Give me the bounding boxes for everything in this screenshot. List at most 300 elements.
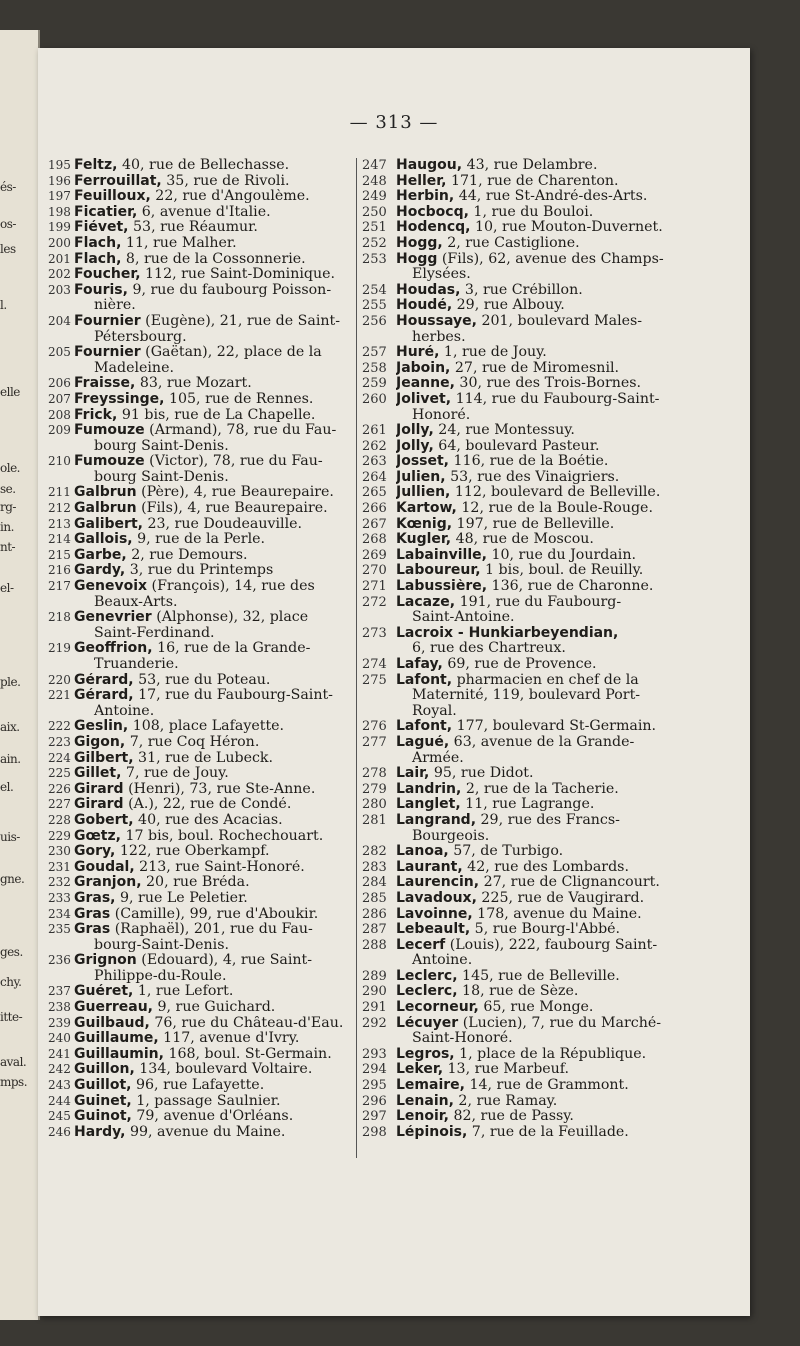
directory-entry xyxy=(362,517,714,533)
entry-text xyxy=(396,236,714,252)
entry-name: Feltz, xyxy=(74,158,118,173)
entry-number: 231 xyxy=(48,859,71,874)
margin-fragment: el. xyxy=(0,780,14,794)
directory-entry xyxy=(48,688,353,704)
entry-continuation: Philippe-du-Roule. xyxy=(94,967,227,984)
directory-entry xyxy=(48,1078,353,1094)
margin-fragment: el- xyxy=(0,581,14,595)
entry-address: 191, rue du Faubourg- xyxy=(455,594,622,610)
entry-text xyxy=(396,719,714,735)
entry-number: 263 xyxy=(362,454,387,470)
entry-continuation: Madeleine. xyxy=(94,359,174,376)
margin-fragment: os- xyxy=(0,217,16,231)
directory-entry xyxy=(362,205,714,221)
entry-number: 267 xyxy=(362,516,387,532)
entry-continuation: bourg Saint-Denis. xyxy=(94,468,229,485)
entry-number: 202 xyxy=(48,267,71,282)
entry-number: 295 xyxy=(362,1078,387,1094)
entry-text xyxy=(74,1125,353,1141)
directory-entry xyxy=(362,719,714,735)
entry-number: 258 xyxy=(362,360,387,376)
entry-number: 271 xyxy=(362,579,387,595)
directory-entry xyxy=(48,1125,353,1141)
directory-entry xyxy=(48,782,353,798)
entry-text xyxy=(74,548,353,564)
entry-name: Freyssinge, xyxy=(74,391,165,407)
directory-entry xyxy=(48,345,353,361)
margin-fragment: rg- xyxy=(0,500,16,514)
entry-text xyxy=(396,891,714,907)
entry-text xyxy=(396,595,714,611)
directory-entry xyxy=(48,719,353,735)
directory-entry xyxy=(362,174,714,190)
entry-text xyxy=(74,579,353,595)
directory-entry xyxy=(48,563,353,579)
margin-fragment: se. xyxy=(0,482,16,496)
left-column xyxy=(48,158,353,1140)
entry-number: 249 xyxy=(362,189,387,205)
entry-number: 261 xyxy=(362,423,387,439)
entry-text xyxy=(74,485,353,501)
entry-name: Lacroix - Hunkiarbeyendian, xyxy=(396,625,619,641)
directory-entry xyxy=(48,829,353,845)
entry-text xyxy=(74,860,353,876)
directory-entry xyxy=(362,548,714,564)
entry-text xyxy=(396,1000,714,1016)
entry-text xyxy=(396,532,714,548)
entry-address: 1, rue Lefort. xyxy=(133,984,234,1000)
directory-entry xyxy=(362,158,714,174)
entry-number: 286 xyxy=(362,906,387,922)
entry-text xyxy=(74,907,353,923)
entry-address: (Camille), 99, rue d'Aboukir. xyxy=(110,906,319,922)
directory-entry xyxy=(48,220,353,236)
margin-fragment: les xyxy=(0,242,16,256)
entry-number: 217 xyxy=(48,579,71,594)
directory-entry xyxy=(362,782,714,798)
directory-entry xyxy=(362,1109,714,1125)
entry-text xyxy=(74,922,353,938)
entry-text xyxy=(74,376,353,392)
directory-entry xyxy=(362,969,714,985)
entry-text xyxy=(396,174,714,190)
entry-address: (Henri), 73, rue Ste-Anne. xyxy=(123,781,316,797)
entry-text xyxy=(396,984,714,1000)
entry-name: Fouris, xyxy=(74,282,128,298)
entry-number: 195 xyxy=(48,158,71,172)
entry-number: 269 xyxy=(362,547,387,563)
entry-address: 76, rue du Château-d'Eau. xyxy=(149,1015,344,1031)
directory-entry xyxy=(48,579,353,595)
directory-entry xyxy=(362,423,714,439)
entry-text xyxy=(396,283,714,299)
entry-text xyxy=(74,563,353,579)
directory-entry xyxy=(48,641,353,657)
entry-text xyxy=(74,1016,353,1032)
entry-number: 224 xyxy=(48,750,71,765)
entry-text xyxy=(396,844,714,860)
entry-address: 48, rue de Moscou. xyxy=(451,532,594,548)
entry-address: 18, rue de Sèze. xyxy=(457,984,579,1000)
entry-text xyxy=(74,1000,353,1016)
entry-text xyxy=(74,158,353,174)
directory-entry xyxy=(48,314,353,330)
entry-address: (Père), 4, rue Beaurepaire. xyxy=(136,485,334,501)
entry-name: Gérard, xyxy=(74,672,134,688)
entry-number: 229 xyxy=(48,828,71,843)
entry-text xyxy=(396,298,714,314)
entry-address: 53, rue Réaumur. xyxy=(128,220,258,236)
directory-entry xyxy=(48,205,353,221)
entry-name: Lair, xyxy=(396,766,430,782)
entry-name: Laurant, xyxy=(396,859,463,875)
directory-entry xyxy=(48,376,353,392)
entry-address: 112, rue Saint-Dominique. xyxy=(140,267,336,283)
entry-address: 12, rue de la Boule-Rouge. xyxy=(456,501,653,517)
margin-fragment: itte- xyxy=(0,1010,23,1024)
entry-address: 16, rue de la Grande- xyxy=(152,641,311,657)
entry-name: Leker, xyxy=(396,1062,444,1078)
entry-address: 116, rue de la Boétie. xyxy=(449,454,609,470)
entry-name: Hocbocq, xyxy=(396,204,469,220)
entry-name: Goudal, xyxy=(74,859,135,875)
entry-name: Houdé, xyxy=(396,298,453,314)
directory-entry xyxy=(362,766,714,782)
entry-number: 236 xyxy=(48,953,71,968)
entry-address: 11, rue Malher. xyxy=(121,235,237,251)
directory-entry xyxy=(48,501,353,517)
directory-entry xyxy=(362,984,714,1000)
entry-name: Geoffrion, xyxy=(74,641,153,657)
directory-entry xyxy=(48,423,353,439)
entry-name: Hardy, xyxy=(74,1124,126,1140)
directory-entry xyxy=(48,875,353,891)
entry-number: 220 xyxy=(48,672,71,687)
entry-name: Gras xyxy=(74,906,111,922)
entry-address: (Armand), 78, rue du Fau- xyxy=(144,423,337,439)
entry-number: 211 xyxy=(48,485,71,500)
margin-fragment: nt- xyxy=(0,540,16,554)
entry-name: Lépinois, xyxy=(396,1124,468,1140)
directory-entry xyxy=(362,1094,714,1110)
entry-number: 209 xyxy=(48,423,71,438)
entry-name: Kartow, xyxy=(396,501,457,517)
entry-text xyxy=(396,1047,714,1063)
entry-number: 228 xyxy=(48,812,71,827)
entry-number: 288 xyxy=(362,937,387,953)
entry-number: 289 xyxy=(362,968,387,984)
directory-entry xyxy=(362,470,714,486)
entry-text xyxy=(74,236,353,252)
entry-address: 8, rue de la Cossonnerie. xyxy=(121,251,306,267)
entry-text xyxy=(396,517,714,533)
entry-number: 247 xyxy=(362,158,387,173)
entry-name: Houssaye, xyxy=(396,313,477,329)
entry-text xyxy=(74,891,353,907)
entry-name: Lagué, xyxy=(396,734,450,750)
entry-continuation: Saint-Honoré. xyxy=(412,1030,513,1047)
directory-entry xyxy=(48,548,353,564)
entry-address: (Alphonse), 32, place xyxy=(151,610,309,626)
directory-entry xyxy=(362,579,714,595)
entry-name: Frick, xyxy=(74,407,118,423)
entry-address: 9, rue Guichard. xyxy=(153,1000,276,1016)
directory-entry xyxy=(362,813,714,829)
directory-entry xyxy=(362,283,714,299)
margin-fragment: ole. xyxy=(0,461,20,475)
directory-entry xyxy=(362,563,714,579)
entry-number: 246 xyxy=(48,1124,71,1139)
directory-entry xyxy=(362,501,714,517)
entry-name: Gilbert, xyxy=(74,750,134,766)
entry-address: 31, rue de Lubeck. xyxy=(133,750,274,766)
directory-entry xyxy=(48,813,353,829)
entry-number: 241 xyxy=(48,1046,71,1061)
entry-number: 237 xyxy=(48,984,71,999)
entry-name: Jolly, xyxy=(396,438,434,454)
entry-text xyxy=(74,1062,353,1078)
entry-continuation: Royal. xyxy=(412,702,457,719)
entry-name: Lécuyer xyxy=(396,1015,459,1031)
entry-name: Houdas, xyxy=(396,282,461,298)
entry-name: Fumouze xyxy=(74,454,145,470)
entry-address: 29, rue Albouy. xyxy=(452,298,565,314)
entry-text xyxy=(396,766,714,782)
entry-address: 11, rue Lagrange. xyxy=(460,797,595,813)
entry-text xyxy=(396,813,714,829)
entry-address: 108, place Lafayette. xyxy=(128,719,285,735)
entry-name: Guinot, xyxy=(74,1109,132,1125)
entry-name: Josset, xyxy=(396,454,449,470)
entry-text xyxy=(74,813,353,829)
entry-number: 273 xyxy=(362,625,387,641)
entry-name: Galibert, xyxy=(74,516,143,532)
entry-number: 226 xyxy=(48,781,71,796)
entry-number: 196 xyxy=(48,173,71,188)
entry-number: 257 xyxy=(362,345,387,361)
entry-number: 256 xyxy=(362,313,387,329)
entry-name: Fournier xyxy=(74,345,141,361)
entry-text xyxy=(74,984,353,1000)
entry-number: 278 xyxy=(362,766,387,782)
entry-text xyxy=(396,361,714,377)
entry-number: 248 xyxy=(362,173,387,189)
entry-number: 298 xyxy=(362,1124,387,1140)
right-column xyxy=(362,158,714,1140)
entry-text xyxy=(396,657,714,673)
entry-address: 35, rue de Rivoli. xyxy=(161,173,290,189)
entry-number: 259 xyxy=(362,376,387,392)
entry-address: 136, rue de Charonne. xyxy=(487,579,654,595)
entry-name: Jaboin, xyxy=(396,360,451,376)
entry-number: 214 xyxy=(48,532,71,547)
directory-entry xyxy=(362,626,714,642)
entry-address: 53, rue des Vinaigriers. xyxy=(445,469,620,485)
entry-name: Laboureur, xyxy=(396,563,481,579)
entry-name: Laurencin, xyxy=(396,875,480,891)
directory-entry xyxy=(48,454,353,470)
margin-fragment: aix. xyxy=(0,720,20,734)
entry-name: Flach, xyxy=(74,251,122,267)
entry-address: 7, rue de Jouy. xyxy=(121,766,229,782)
entry-name: Guillaume, xyxy=(74,1031,159,1047)
entry-number: 221 xyxy=(48,688,71,703)
entry-number: 285 xyxy=(362,890,387,906)
entry-text xyxy=(396,470,714,486)
directory-entry xyxy=(362,657,714,673)
entry-address: 14, rue de Grammont. xyxy=(464,1078,629,1094)
entry-name: Lenoir, xyxy=(396,1109,449,1125)
entry-name: Grignon xyxy=(74,953,137,969)
entry-name: Gigon, xyxy=(74,734,126,750)
entry-number: 233 xyxy=(48,890,71,905)
entry-text xyxy=(74,953,353,969)
entry-name: Guillaumin, xyxy=(74,1046,164,1062)
entry-number: 268 xyxy=(362,532,387,548)
entry-address: 91 bis, rue de La Chapelle. xyxy=(117,407,316,423)
entry-address: 65, rue Monge. xyxy=(478,1000,594,1016)
entry-address: 10, rue Mouton-Duvernet. xyxy=(470,220,663,236)
entry-text xyxy=(396,563,714,579)
entry-address: 24, rue Montessuy. xyxy=(433,423,575,439)
entry-address: 134, boulevard Voltaire. xyxy=(134,1062,313,1078)
entry-name: Langrand, xyxy=(396,812,477,828)
entry-address: 83, rue Mozart. xyxy=(135,376,252,392)
entry-address: 13, rue Marbeuf. xyxy=(443,1062,570,1078)
directory-entry xyxy=(48,267,353,283)
entry-number: 223 xyxy=(48,734,71,749)
entry-name: Foucher, xyxy=(74,267,141,283)
entry-text xyxy=(74,532,353,548)
entry-continuation: Honoré. xyxy=(412,406,471,423)
margin-fragment: ges. xyxy=(0,945,23,959)
entry-number: 210 xyxy=(48,454,71,469)
entry-address: 112, boulevard de Belleville. xyxy=(450,485,661,501)
directory-entry xyxy=(48,610,353,626)
entry-name: Fournier xyxy=(74,313,141,329)
entry-name: Leclerc, xyxy=(396,968,458,984)
entry-name: Heller, xyxy=(396,173,447,189)
entry-name: Lecerf xyxy=(396,937,446,953)
entry-text xyxy=(396,485,714,501)
directory-entry xyxy=(362,236,714,252)
directory-entry xyxy=(48,766,353,782)
directory-entry xyxy=(48,797,353,813)
directory-entry xyxy=(48,1062,353,1078)
directory-entry xyxy=(362,298,714,314)
entry-address: 2, rue de la Tacherie. xyxy=(461,781,619,797)
directory-entry xyxy=(362,454,714,470)
entry-name: Jeanne, xyxy=(396,376,455,392)
entry-text xyxy=(396,922,714,938)
entry-name: Lacaze, xyxy=(396,594,456,610)
entry-text xyxy=(396,454,714,470)
directory-entry xyxy=(362,735,714,751)
entry-text xyxy=(396,252,714,268)
directory-entry xyxy=(362,1047,714,1063)
entry-text xyxy=(74,1047,353,1063)
entry-name: Fumouze xyxy=(74,423,145,439)
entry-text xyxy=(396,376,714,392)
entry-name: Gallois, xyxy=(74,532,133,548)
directory-entry xyxy=(362,1062,714,1078)
directory-entry xyxy=(48,735,353,751)
directory-entry xyxy=(48,252,353,268)
directory-entry xyxy=(48,953,353,969)
margin-fragment: ain. xyxy=(0,752,21,766)
entry-name: Galbrun xyxy=(74,501,137,517)
entry-address: 79, avenue d'Orléans. xyxy=(131,1109,294,1125)
entry-address: 53, rue du Poteau. xyxy=(133,672,271,688)
entry-address: (François), 14, rue des xyxy=(147,579,315,595)
directory-entry xyxy=(48,158,353,174)
entry-address: 40, rue de Bellechasse. xyxy=(117,158,290,173)
entry-address: 96, rue Lafayette. xyxy=(131,1078,265,1094)
entry-name: Labainville, xyxy=(396,547,487,563)
entry-address: (Lucien), 7, rue du Marché- xyxy=(458,1015,662,1031)
directory-entry xyxy=(48,860,353,876)
entry-address: 69, rue de Provence. xyxy=(442,657,597,672)
directory-entry xyxy=(362,314,714,330)
entry-name: Ferrouillat, xyxy=(74,173,162,189)
directory-entry xyxy=(48,485,353,501)
entry-text xyxy=(396,439,714,455)
entry-address: 9, rue du faubourg Poisson- xyxy=(127,282,332,298)
entry-address: 1, rue de Jouy. xyxy=(439,345,547,361)
entry-name: Lavoinne, xyxy=(396,906,473,922)
entry-text xyxy=(74,719,353,735)
entry-name: Gory, xyxy=(74,844,116,860)
directory-entry xyxy=(362,532,714,548)
entry-text xyxy=(74,688,353,704)
entry-address: 57, de Turbigo. xyxy=(448,844,564,860)
entry-name: Fraisse, xyxy=(74,376,136,392)
entry-text xyxy=(74,1031,353,1047)
entry-number: 218 xyxy=(48,610,71,625)
entry-text xyxy=(74,501,353,517)
entry-address: (Eugène), 21, rue de Saint- xyxy=(140,313,340,329)
entry-text xyxy=(74,782,353,798)
directory-entry xyxy=(362,595,714,611)
entry-number: 275 xyxy=(362,672,387,688)
entry-number: 245 xyxy=(48,1109,71,1124)
entry-continuation: Pétersbourg. xyxy=(94,328,187,345)
entry-text xyxy=(396,548,714,564)
entry-number: 281 xyxy=(362,812,387,828)
entry-name: Ficatier, xyxy=(74,204,138,220)
directory-entry xyxy=(362,345,714,361)
entry-text xyxy=(74,844,353,860)
directory-entry xyxy=(48,984,353,1000)
directory-entry xyxy=(48,1047,353,1063)
entry-text xyxy=(74,392,353,408)
entry-address: (Victor), 78, rue du Fau- xyxy=(144,454,323,470)
directory-entry xyxy=(362,361,714,377)
directory-entry xyxy=(362,189,714,205)
entry-address: 122, rue Oberkampf. xyxy=(115,844,270,860)
directory-entry xyxy=(362,1016,714,1032)
entry-address: 117, avenue d'Ivry. xyxy=(158,1031,300,1047)
directory-entry xyxy=(48,673,353,689)
directory-entry xyxy=(48,174,353,190)
entry-name: Guéret, xyxy=(74,984,134,1000)
margin-fragment: gne. xyxy=(0,872,25,886)
entry-continuation: Truanderie. xyxy=(94,656,179,672)
entry-name: Guinet, xyxy=(74,1093,132,1109)
entry-text xyxy=(396,205,714,221)
entry-text xyxy=(396,501,714,517)
entry-text xyxy=(74,174,353,190)
